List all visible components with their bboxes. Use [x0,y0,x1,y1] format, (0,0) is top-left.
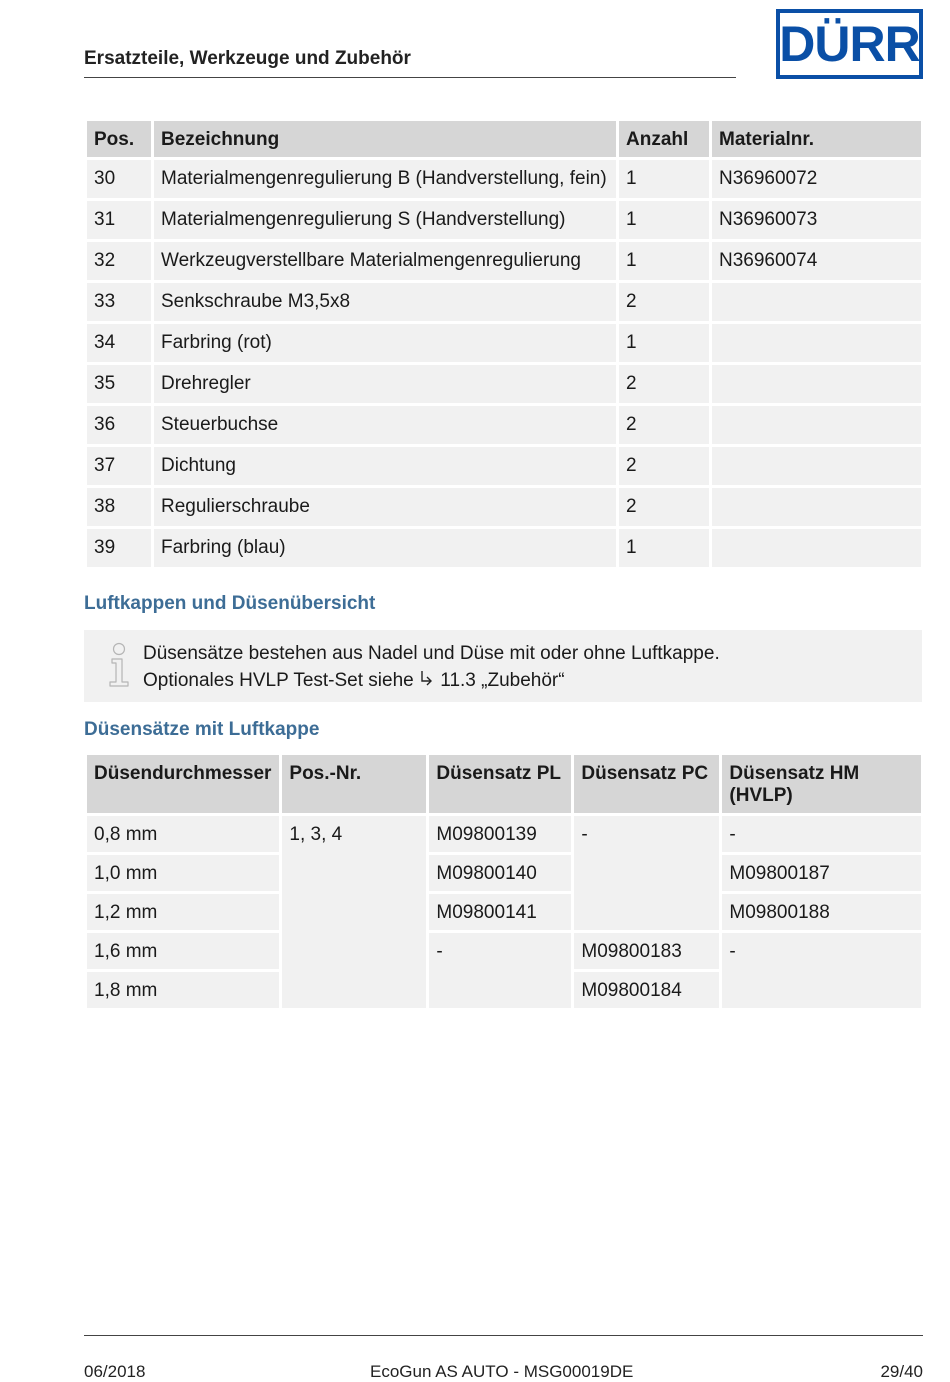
table-row [87,488,921,526]
info-icon [106,642,132,688]
header-rule [84,77,736,78]
col-header-pc: Düsensatz PC [574,755,719,813]
info-note [84,630,922,702]
qty-cell: 2 [619,488,709,526]
material-cell [712,406,921,444]
table-row [87,283,921,321]
table-row [87,242,921,280]
name-cell: Farbring (rot) [154,324,616,362]
col-header-pos: Pos. [87,121,151,157]
name-cell: Materialmengenregulierung B (Handverstellung, fein) [154,160,616,198]
pos-nr-cell: 1, 3, 4 [282,816,426,1008]
col-header-hm: Düsensatz HM (HVLP) [722,755,921,813]
diameter-cell: 0,8 mm [87,816,279,852]
qty-cell: 2 [619,406,709,444]
parts-table [84,118,924,570]
qty-cell: 2 [619,447,709,485]
pl-cell: M09800141 [429,894,571,930]
note-line-1: Düsensätze bestehen aus Nadel und Düse mit oder ohne Luftkappe. [143,643,720,664]
col-header-bezeichnung: Bezeichnung [154,121,616,157]
section-heading-luftkappen: Luftkappen und Düsenübersicht [84,593,376,614]
pl-cell: M09800139 [429,816,571,852]
pos-cell: 36 [87,406,151,444]
pos-cell: 37 [87,447,151,485]
pl-cell: M09800140 [429,855,571,891]
pos-cell: 32 [87,242,151,280]
durr-logo [776,9,923,79]
col-header-durchmesser: Düsendurchmesser [87,755,279,813]
cross-reference-arrow-icon [419,670,435,688]
material-cell: N36960072 [712,160,921,198]
note-text [143,640,720,694]
pc-cell: M09800183 [574,933,719,969]
pos-cell: 34 [87,324,151,362]
diameter-cell: 1,6 mm [87,933,279,969]
qty-cell: 1 [619,529,709,567]
page-header-title: Ersatzteile, Werkzeuge und Zubehör [84,48,411,69]
table-row [87,365,921,403]
cross-reference-link[interactable]: 11.3 „Zubehör“ [440,670,565,691]
material-cell [712,488,921,526]
pos-cell: 33 [87,283,151,321]
material-cell [712,447,921,485]
name-cell: Drehregler [154,365,616,403]
pos-cell: 39 [87,529,151,567]
table-row [87,894,921,930]
diameter-cell: 1,0 mm [87,855,279,891]
diameter-cell: 1,8 mm [87,972,279,1008]
table-row [87,324,921,362]
note-line-2 [143,667,720,694]
name-cell: Farbring (blau) [154,529,616,567]
name-cell: Steuerbuchse [154,406,616,444]
pos-cell: 31 [87,201,151,239]
table-row [87,160,921,198]
nozzle-header-row [87,755,921,813]
pc-cell: - [574,816,719,930]
logo-text: DÜRR [779,16,920,72]
note-line-2-prefix: Optionales HVLP Test-Set siehe [143,670,414,691]
qty-cell: 2 [619,365,709,403]
qty-cell: 1 [619,201,709,239]
name-cell: Werkzeugverstellbare Materialmengenregulierung [154,242,616,280]
col-header-pl: Düsensatz PL [429,755,571,813]
table-row [87,855,921,891]
parts-header-row [87,121,921,157]
col-header-pos-nr: Pos.-Nr. [282,755,426,813]
table-row [87,933,921,969]
col-header-anzahl: Anzahl [619,121,709,157]
qty-cell: 2 [619,283,709,321]
footer-date: 06/2018 [84,1362,146,1381]
hm-cell: M09800188 [722,894,921,930]
table-row [87,406,921,444]
name-cell: Regulierschraube [154,488,616,526]
table-row [87,201,921,239]
qty-cell: 1 [619,324,709,362]
name-cell: Senkschraube M3,5x8 [154,283,616,321]
hm-cell: M09800187 [722,855,921,891]
name-cell: Dichtung [154,447,616,485]
pos-cell: 35 [87,365,151,403]
qty-cell: 1 [619,160,709,198]
footer-page-number: 29/40 [880,1362,923,1381]
material-cell [712,324,921,362]
name-cell: Materialmengenregulierung S (Handverstellung) [154,201,616,239]
qty-cell: 1 [619,242,709,280]
footer-rule [84,1335,923,1336]
pl-cell: - [429,933,571,1008]
hm-cell: - [722,816,921,852]
table-row [87,816,921,852]
pos-cell: 38 [87,488,151,526]
table-row [87,447,921,485]
table-row [87,529,921,567]
col-header-materialnr: Materialnr. [712,121,921,157]
material-cell [712,365,921,403]
material-cell: N36960073 [712,201,921,239]
material-cell [712,283,921,321]
diameter-cell: 1,2 mm [87,894,279,930]
material-cell [712,529,921,567]
pc-cell: M09800184 [574,972,719,1008]
pos-cell: 30 [87,160,151,198]
nozzle-table [84,752,924,1011]
section-heading-duesensaetze: Düsensätze mit Luftkappe [84,719,320,740]
hm-cell: - [722,933,921,1008]
footer-document-id: EcoGun AS AUTO - MSG00019DE [370,1362,634,1381]
material-cell: N36960074 [712,242,921,280]
